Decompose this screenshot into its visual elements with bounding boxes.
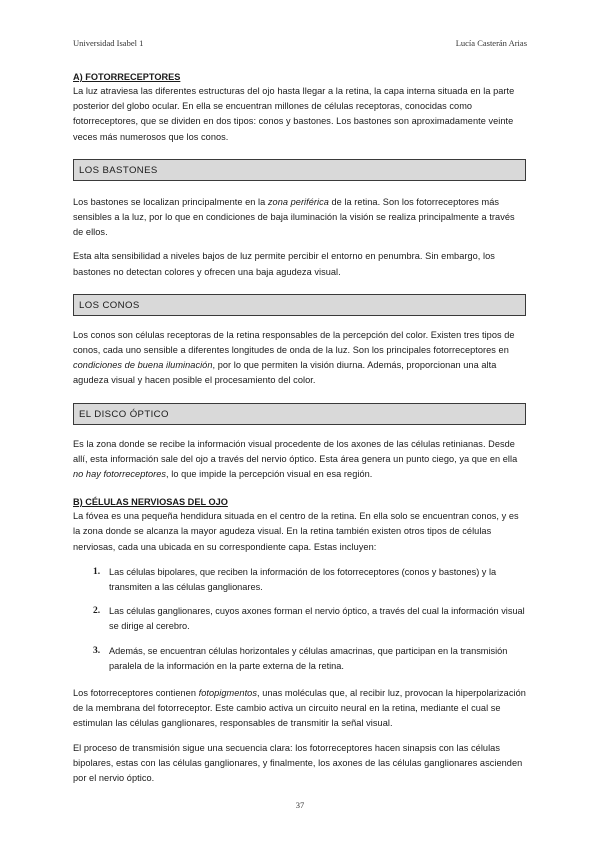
page-content [73,71,526,786]
conos-paragraph: Los conos son células receptoras de la retina responsables de la percepción del color. Existen tres tipos de conos, cada uno sensible a diferentes longitudes de onda de la luz. Son los principales fotorreceptores en condiciones de buena iluminación, por lo que permiten la visión diurna. Además, proporcionan una alta agudeza visual y hacen posible el procesamiento del color. [73,329,515,386]
bastones-paragraph-2: Esta alta sensibilidad a niveles bajos de luz permite percibir el entorno en penumbra. Sin embargo, los bastones no detectan colores y ofrecen una baja agudeza visual. [73,251,495,277]
bastones-title-box: LOS BASTONES [73,159,526,181]
section-a-heading: A) FOTORRECEPTORES [73,72,181,82]
section-a-paragraph: La luz atraviesa las diferentes estructuras del ojo hasta llegar a la retina, la capa interna situada en la parte posterior del globo ocular. En ella se encuentran millones de células receptoras, conocidas como fotorreceptores, que se dividen en dos tipos: conos y bastones. Los bastones son aproximadamente veinte veces más numerosos que los conos. [73,86,515,142]
header-author: Lucía Casterán Arias [455,38,527,48]
bastones-paragraph-1: Los bastones se localizan principalmente en la zona periférica de la retina. Son los fotorreceptores más sensibles a la luz, por lo que en condiciones de baja iluminación la visión se realiza principalmente a través de ellos. [73,196,515,238]
list-item: 1. Las células bipolares, que reciben la información de los fotorreceptores (conos y bastones) y la transmiten a las células ganglionares. [93,566,497,593]
disco-title-box: EL DISCO ÓPTICO [73,403,526,425]
section-b-paragraph: La fóvea es una pequeña hendidura situada en el centro de la retina. En ella solo se encuentran conos, y es la zona donde se alcanza la mayor agudeza visual. En la retina también existen otros tipos de células nerviosas, cada una ubicada en su correspondiente capa. Estas incluyen: [73,511,519,552]
section-b-paragraph-2: Los fotorreceptores contienen fotopigmentos, unas moléculas que, al recibir luz, provocan la hiperpolarización de la membrana del fotorreceptor. Este cambio activa un circuito neural en la retina, mediante el cual se estimulan las células ganglionares, responsables de transmitir la señal visual. [73,688,526,729]
page-number: 37 [295,800,305,810]
disco-paragraph: Es la zona donde se recibe la información visual procedente de los axones de las células retinianas. Desde allí, esta información sale del ojo a través del nervio óptico. Esta área genera un punto ciego, ya que en ella no hay fotorreceptores, lo que impide la percepción visual en esa región. [73,438,518,480]
header-university: Universidad Isabel 1 [73,38,144,48]
section-b-paragraph-3: El proceso de transmisión sigue una secuencia clara: los fotorreceptores hacen sinapsis con las células bipolares, estas con las células ganglionares, y finalmente, los axones de las células ganglionares ascienden por el nervio óptico. [73,742,523,784]
list-item: 2. Las células ganglionares, cuyos axones forman el nervio óptico, a través del cual la información visual se dirige al cerebro. [93,606,525,632]
cell-type-list [73,565,526,674]
page-header [73,38,527,48]
conos-title-box: LOS CONOS [73,294,526,316]
section-b-heading: B) CÉLULAS NERVIOSAS DEL OJO [73,497,228,508]
list-item: 3. Además, se encuentran células horizontales y células amacrinas, que participan en la transmisión paralela de la información en la parte externa de la retina. [93,645,508,671]
